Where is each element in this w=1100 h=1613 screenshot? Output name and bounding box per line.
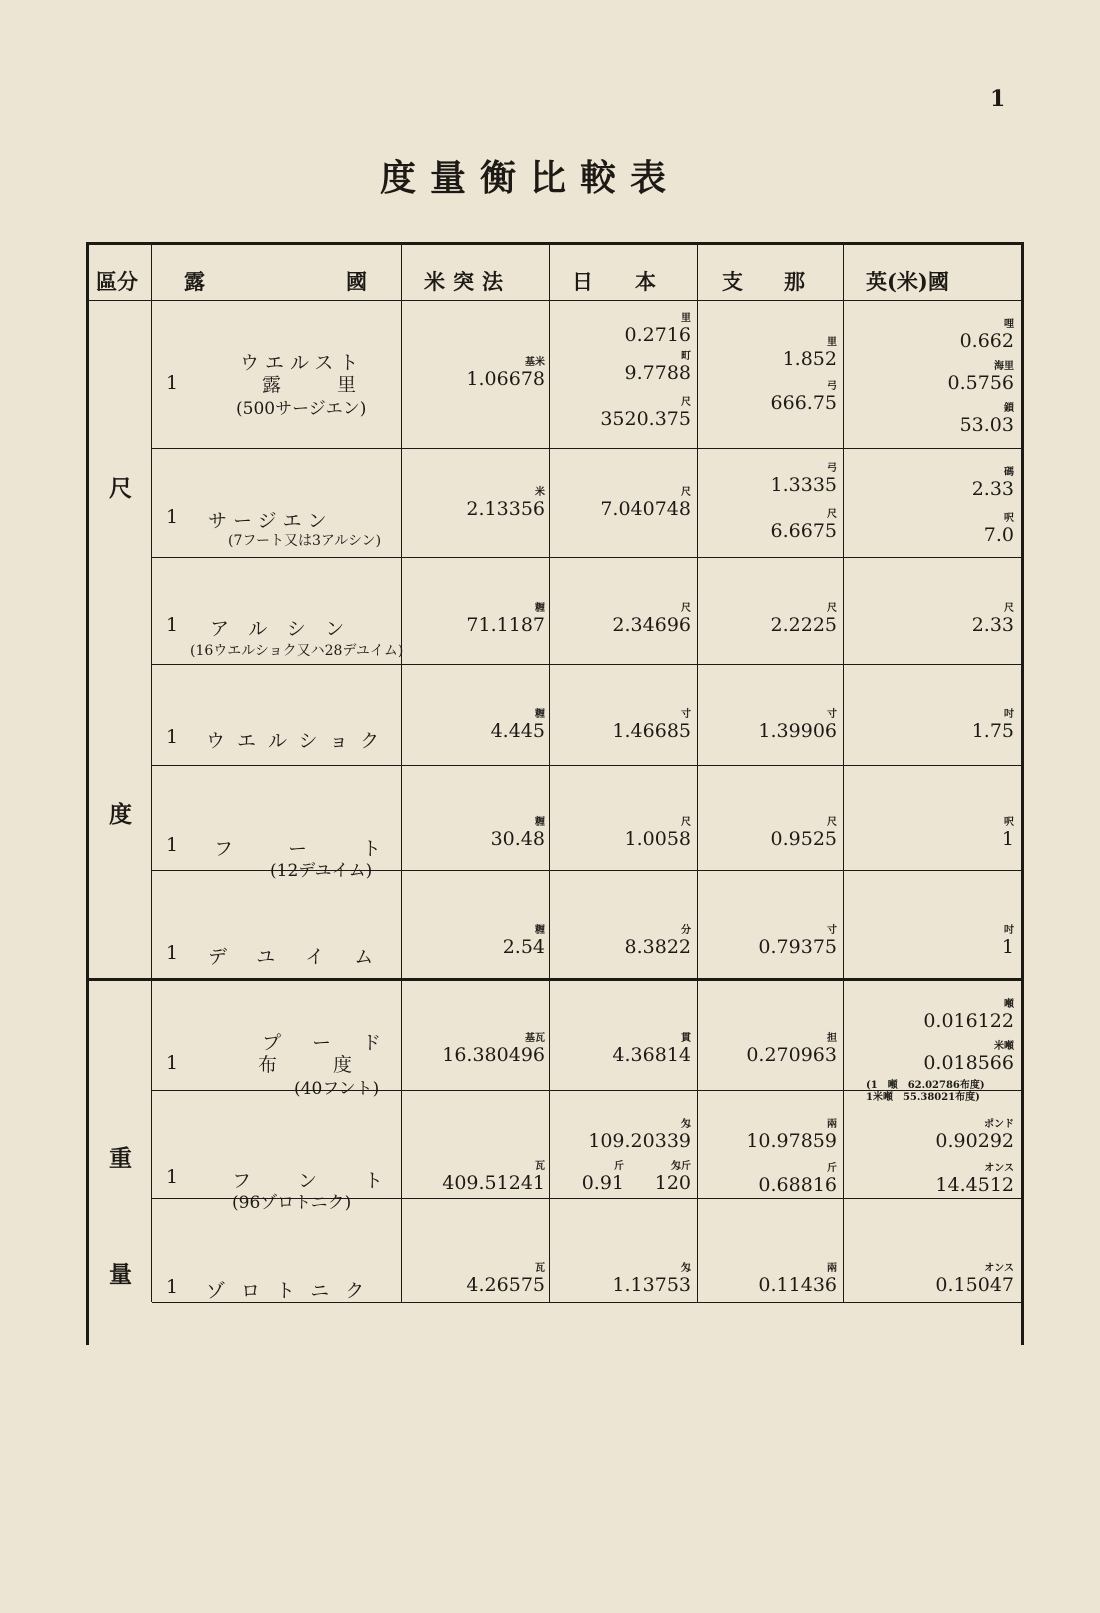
russian-unit-name-kanji: 布 度 [258, 1054, 359, 1076]
uk-value: 0.016122 [923, 1010, 1014, 1032]
unit-mark: 糎 [535, 603, 545, 614]
row-count: 1 [166, 942, 179, 964]
france-value: 409.51241 [442, 1172, 545, 1194]
france-value: 30.48 [490, 828, 545, 850]
uk-value: 2.33 [971, 478, 1014, 500]
unit-mark: 分 [681, 925, 691, 936]
unit-mark: ポンド [984, 1119, 1014, 1130]
row-rule [152, 765, 1021, 766]
unit-mark: 匁 [681, 1119, 691, 1130]
header-france: 米突法 [424, 269, 511, 294]
section-rule [86, 978, 1021, 981]
header-china: 支 那 [722, 269, 815, 294]
unit-mark: 吋 [1004, 709, 1014, 720]
unit-mark: 基米 [525, 357, 545, 368]
china-value: 2.2225 [770, 614, 837, 636]
japan-value: 2.34696 [612, 614, 691, 636]
japan-value: 4.36814 [612, 1044, 691, 1066]
unit-mark: オンス [984, 1263, 1014, 1274]
column-rule [697, 244, 698, 1302]
france-value: 2.13356 [466, 498, 545, 520]
unit-mark: 吋 [1004, 925, 1014, 936]
unit-mark: 斤 [827, 1163, 837, 1174]
conversion-note: (1 噸 62.02786布度) [866, 1080, 985, 1091]
header-category: 區分 [96, 269, 138, 294]
unit-mark: 里 [681, 313, 691, 324]
unit-mark: 弓 [827, 381, 837, 392]
unit-mark: 米 [535, 487, 545, 498]
uk-value: 1 [1001, 828, 1014, 850]
unit-mark: 里 [827, 337, 837, 348]
uk-value: 1 [1001, 936, 1014, 958]
page-title: 度量衡比較表 [380, 157, 681, 199]
page-number: 1 [990, 86, 1006, 112]
unit-mark: 瓦 [535, 1161, 545, 1172]
japan-value: 8.3822 [624, 936, 691, 958]
comparison-table [86, 242, 1024, 1345]
row-count: 1 [166, 726, 179, 748]
uk-value: 14.4512 [935, 1174, 1014, 1196]
unit-mark: 糎 [535, 709, 545, 720]
unit-mark: 米噸 [994, 1041, 1014, 1052]
japan-value: 120 [654, 1172, 691, 1194]
unit-mark: 尺 [827, 603, 837, 614]
japan-value: 109.20339 [588, 1130, 691, 1152]
unit-mark: 哩 [1004, 319, 1014, 330]
france-value: 2.54 [502, 936, 545, 958]
column-rule [401, 244, 402, 1302]
russian-unit-name: ウエルショク [206, 730, 392, 752]
unit-mark: 尺 [827, 509, 837, 520]
row-count: 1 [166, 614, 179, 636]
france-value: 16.380496 [442, 1044, 545, 1066]
china-value: 0.79375 [758, 936, 837, 958]
column-rule [151, 244, 152, 1302]
row-count: 1 [166, 834, 179, 856]
china-value: 6.6675 [770, 520, 837, 542]
russian-unit-name-kanji: 露 里 [262, 374, 363, 396]
uk-value: 0.15047 [935, 1274, 1014, 1296]
unit-mark: 碼 [1004, 467, 1014, 478]
uk-value: 7.0 [983, 524, 1014, 546]
category-label: 度 [109, 801, 132, 828]
unit-mark: 噸 [1004, 999, 1014, 1010]
japan-value: 7.040748 [600, 498, 691, 520]
unit-mark: オンス [984, 1163, 1014, 1174]
row-count: 1 [166, 1052, 179, 1074]
china-value: 0.270963 [746, 1044, 837, 1066]
russian-unit-sub: (7フート又は3アルシン) [228, 533, 382, 549]
uk-value: 0.018566 [923, 1052, 1014, 1074]
unit-mark: 尺 [681, 603, 691, 614]
japan-value: 1.46685 [612, 720, 691, 742]
unit-mark: 弓 [827, 463, 837, 474]
conversion-note: 1米噸 55.38021布度) [866, 1092, 980, 1103]
russian-unit-sub: (40フント) [294, 1079, 380, 1099]
russian-unit-sub: (500サージエン) [236, 399, 367, 419]
china-value: 0.68816 [758, 1174, 837, 1196]
unit-mark: 糎 [535, 925, 545, 936]
france-value: 4.26575 [466, 1274, 545, 1296]
unit-mark: 町 [681, 351, 691, 362]
unit-mark: 鎖 [1004, 403, 1014, 414]
japan-value: 0.91 [581, 1172, 624, 1194]
category-label: 尺 [109, 475, 132, 502]
russian-unit-name: デユイム [208, 946, 404, 968]
unit-mark: 匁 [681, 1263, 691, 1274]
uk-value: 2.33 [971, 614, 1014, 636]
china-value: 666.75 [770, 392, 837, 414]
category-label: 重 [109, 1145, 132, 1172]
japan-value: 0.2716 [624, 324, 691, 346]
header-japan: 日 本 [572, 269, 656, 294]
column-rule [843, 244, 844, 1302]
unit-mark: 担 [827, 1033, 837, 1044]
unit-mark: 貫 [681, 1033, 691, 1044]
japan-value: 9.7788 [624, 362, 691, 384]
russian-unit-name: ゾロトニク [206, 1280, 381, 1302]
unit-mark: 尺 [681, 487, 691, 498]
russian-unit-sub: (96ゾロトニク) [232, 1193, 352, 1213]
unit-mark: 寸 [827, 925, 837, 936]
unit-mark: 斤 [614, 1161, 624, 1172]
unit-mark: 兩 [827, 1263, 837, 1274]
header-russia: 露 國 [184, 269, 373, 294]
china-value: 1.3335 [770, 474, 837, 496]
russian-unit-name: アルシン [210, 618, 365, 640]
japan-value: 1.0058 [624, 828, 691, 850]
russian-unit-sub: (12デユイム) [270, 861, 373, 881]
unit-mark: 海里 [994, 361, 1014, 372]
unit-mark: 呎 [1004, 817, 1014, 828]
france-value: 4.445 [490, 720, 545, 742]
unit-mark: 尺 [681, 397, 691, 408]
unit-mark: 基瓦 [525, 1033, 545, 1044]
row-count: 1 [166, 1166, 179, 1188]
china-value: 1.852 [782, 348, 837, 370]
unit-mark: 寸 [681, 709, 691, 720]
unit-mark: 糎 [535, 817, 545, 828]
row-rule [152, 557, 1021, 558]
russian-unit-name: フ ン ト [232, 1170, 398, 1192]
japan-value: 3520.375 [600, 408, 691, 430]
china-value: 0.9525 [770, 828, 837, 850]
russian-unit-name: サージエン [208, 510, 333, 532]
uk-value: 0.5756 [947, 372, 1014, 394]
unit-mark: 尺 [827, 817, 837, 828]
china-value: 0.11436 [758, 1274, 837, 1296]
unit-mark: 呎 [1004, 513, 1014, 524]
russian-unit-name: フ ー ト [214, 838, 400, 860]
russian-unit-sub: (16ウエルショク又ハ28デユイム) [190, 643, 404, 659]
japan-value: 1.13753 [612, 1274, 691, 1296]
china-value: 1.39906 [758, 720, 837, 742]
row-rule [152, 448, 1021, 449]
france-value: 1.06678 [466, 368, 545, 390]
row-count: 1 [166, 1276, 179, 1298]
uk-value: 1.75 [971, 720, 1014, 742]
russian-unit-name: ウエルスト [240, 352, 365, 374]
row-count: 1 [166, 372, 179, 394]
unit-mark: 尺 [681, 817, 691, 828]
row-count: 1 [166, 506, 179, 528]
uk-value: 53.03 [959, 414, 1014, 436]
column-rule [549, 244, 550, 1302]
france-value: 71.1187 [466, 614, 545, 636]
uk-value: 0.662 [959, 330, 1014, 352]
unit-mark: 兩 [827, 1119, 837, 1130]
unit-mark: 瓦 [535, 1263, 545, 1274]
row-rule [152, 664, 1021, 665]
header-rule [86, 300, 1021, 301]
unit-mark: 寸 [827, 709, 837, 720]
china-value: 10.97859 [746, 1130, 837, 1152]
russian-unit-name: プ ー ド [262, 1032, 388, 1054]
uk-value: 0.90292 [935, 1130, 1014, 1152]
unit-mark: 尺 [1004, 603, 1014, 614]
category-label: 量 [109, 1261, 132, 1288]
unit-mark: 匁斤 [671, 1161, 691, 1172]
header-uk: 英(米)國 [866, 269, 949, 294]
